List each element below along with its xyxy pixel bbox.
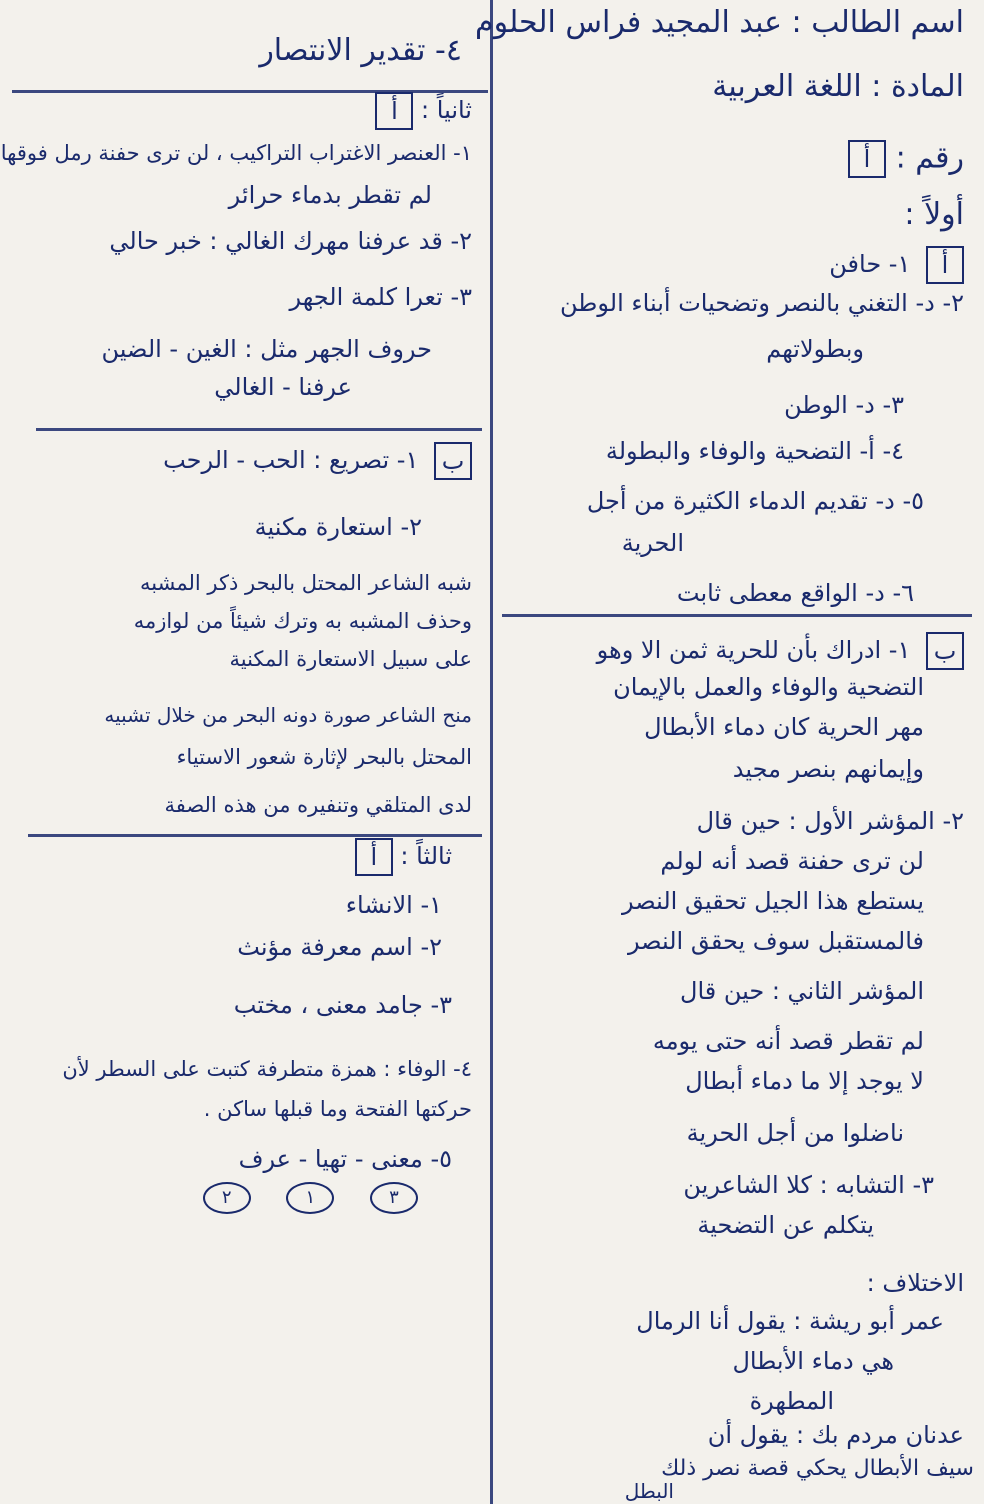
- answer-line: وبطولاتهم: [766, 335, 864, 363]
- answer-line: الاختلاف :: [866, 1269, 964, 1297]
- answer-line: لن ترى حفنة قصد أنه لولم: [660, 847, 924, 875]
- section-divider: [28, 834, 482, 837]
- answer-line: مهر الحرية كان دماء الأبطال: [644, 713, 924, 741]
- answer-line: فالمستقبل سوف يحقق النصر: [627, 927, 924, 955]
- answer-line: لا يوجد إلا ما دماء أبطال: [685, 1067, 924, 1095]
- answer-line: حركتها الفتحة وما قبلها ساكن .: [203, 1097, 472, 1121]
- answer-line: ١- العنصر الاغتراب التراكيب ، لن ترى حفنة رمل فوقها: [0, 141, 472, 165]
- section-divider: [502, 614, 972, 617]
- answer-line: ١- الانشاء: [345, 891, 442, 919]
- answer-line: ٢- د- التغني بالنصر وتضحيات أبناء الوطن: [560, 289, 964, 317]
- section-b-box: ب: [926, 632, 964, 670]
- section-first-box: أ: [926, 246, 964, 284]
- answer-line: لم تقطر بدماء حرائر: [228, 181, 432, 209]
- answer-line: منح الشاعر صورة دونه البحر من خلال تشبيه: [104, 703, 472, 727]
- answer-line: الحرية: [621, 529, 684, 557]
- section-thalith-box: أ: [355, 838, 393, 876]
- answer-line: ٢- استعارة مكنية: [254, 513, 422, 541]
- answer-line: ٣- د- الوطن: [784, 391, 904, 419]
- section-first-item: [502, 246, 964, 284]
- answer-line: على سبيل الاستعارة المكنية: [229, 647, 472, 671]
- answer-line: ١- حافن: [829, 250, 911, 278]
- answer-line: لم تقطر قصد أنه حتى يومه: [652, 1027, 924, 1055]
- exam-number-label: رقم :: [895, 140, 964, 176]
- answer-line: ٤- أ- التضحية والوفاء والبطولة: [605, 437, 904, 465]
- answer-line: وإيمانهم بنصر مجيد: [732, 755, 924, 783]
- answer-line: ٥- معنى - تهيا - عرف: [238, 1145, 452, 1173]
- answer-line: ٢- المؤشر الأول : حين قال: [696, 807, 964, 835]
- answer-line: ٢- اسم معرفة مؤنث: [237, 933, 442, 961]
- answer-line: عمر أبو ريشة : يقول أنا الرمال: [636, 1307, 944, 1335]
- answer-line: يتكلم عن التضحية: [697, 1211, 874, 1239]
- section-divider: [36, 428, 482, 431]
- student-name: اسم الطالب : عبد المجيد فراس الحلوم: [475, 5, 964, 40]
- answer-line: يستطع هذا الجيل تحقيق النصر: [622, 887, 924, 915]
- answer-line: ٦- د- الواقع معطى ثابت: [676, 579, 914, 607]
- answer-line: المؤشر الثاني : حين قال: [680, 977, 924, 1005]
- circled-number: ٢: [203, 1182, 251, 1214]
- right-column: [475, 0, 984, 1504]
- exam-number-box: أ: [848, 140, 886, 178]
- answer-line: عدنان مردم بك : يقول أن: [707, 1421, 964, 1449]
- section-b-left-item: [10, 442, 472, 480]
- answer-line: ٤- الوفاء : همزة متطرفة كتبت على السطر لأن: [62, 1057, 472, 1081]
- answer-line: حروف الجهر مثل : الغين - الضين: [101, 335, 432, 363]
- answer-line: التضحية والوفاء والعمل بالإيمان: [613, 673, 924, 701]
- section-thani-box: أ: [375, 92, 413, 130]
- answer-line: سيف الأبطال يحكي قصة نصر ذلك: [661, 1456, 974, 1481]
- section-b-left-box: ب: [434, 442, 472, 480]
- circled-numbers: [10, 1182, 432, 1214]
- answer-line: هي دماء الأبطال: [732, 1347, 894, 1375]
- section-thani-title: [10, 92, 472, 130]
- answer-line: ٣- التشابه : كلا الشاعرين: [683, 1171, 934, 1199]
- answer-line: شبه الشاعر المحتل بالبحر ذكر المشبه: [140, 571, 472, 595]
- section-thani-label: ثانياً :: [421, 96, 472, 124]
- left-heading: ٤- تقدير الانتصار: [259, 33, 462, 68]
- answer-line: لدى المتلقي وتنفيره من هذه الصفة: [164, 793, 472, 817]
- answer-line: ٣- جامد معنى ، مختب: [233, 991, 452, 1019]
- answer-line: المحتل بالبحر لإثارة شعور الاستياء: [176, 745, 472, 769]
- answer-line: ناضلوا من أجل الحرية: [686, 1119, 904, 1147]
- answer-line: وحذف المشبه به وترك شيئاً من لوازمه: [133, 609, 472, 633]
- answer-line: ٢- قد عرفنا مهرك الغالي : خبر حالي: [109, 227, 472, 255]
- answer-line: ١- تصريع : الحب - الرحب: [163, 446, 419, 474]
- circled-number: ١: [286, 1182, 334, 1214]
- answer-line: ٣- تعرا كلمة الجهر: [289, 283, 472, 311]
- section-first-title: أولاً :: [904, 197, 964, 232]
- circled-number: ٣: [370, 1182, 418, 1214]
- answer-line: المطهرة: [749, 1387, 834, 1415]
- answer-line: عرفنا - الغالي: [214, 373, 352, 401]
- section-thalith-title: [10, 838, 452, 876]
- answer-line: ٥- د- تقديم الدماء الكثيرة من أجل: [586, 487, 924, 515]
- answer-line: البطل: [624, 1479, 674, 1503]
- exam-number: [502, 140, 964, 178]
- section-b-item: [502, 632, 964, 670]
- answer-line: ١- ادراك بأن للحرية ثمن الا وهو: [596, 636, 911, 664]
- subject: المادة : اللغة العربية: [712, 69, 964, 104]
- section-thalith-label: ثالثاً :: [400, 842, 452, 870]
